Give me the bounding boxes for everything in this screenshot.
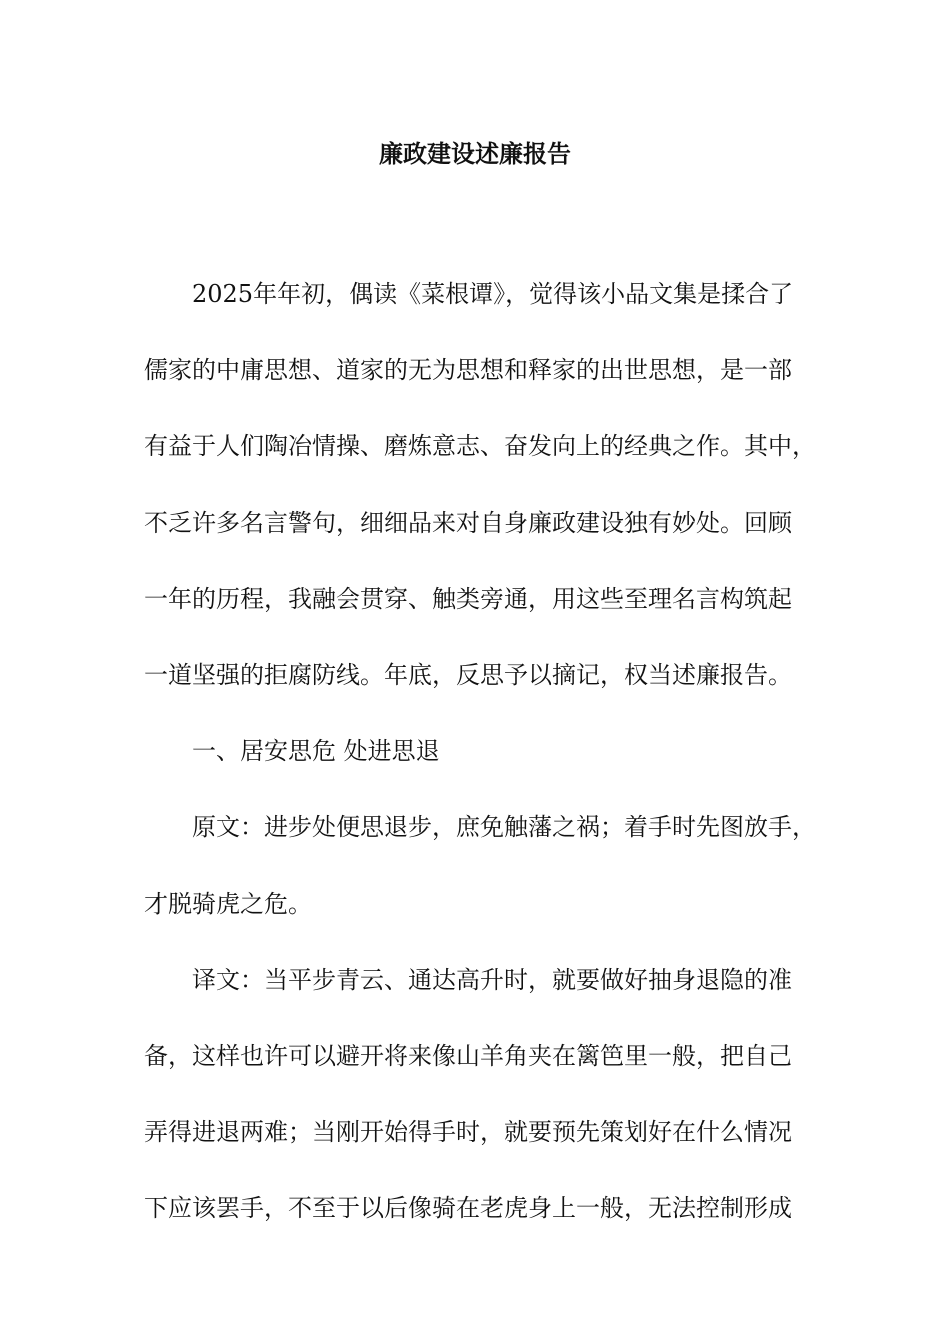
paragraph-line: 备，这样也许可以避开将来像山羊角夹在篱笆里一般，把自己 (144, 1041, 792, 1070)
paragraph-line: 才脱骑虎之危。 (144, 889, 312, 918)
document-title: 廉政建设述廉报告 (379, 139, 571, 168)
paragraph-line: 下应该罢手，不至于以后像骑在老虎身上一般，无法控制形成 (144, 1194, 792, 1223)
paragraph-line: 译文：当平步青云、通达高升时，就要做好抽身退隐的准 (192, 965, 792, 994)
paragraph-line: 2025年年初，偶读《菜根谭》，觉得该小品文集是揉合了 (192, 280, 794, 308)
paragraph-line: 弄得进退两难；当刚开始得手时，就要预先策划好在什么情况 (144, 1118, 792, 1147)
paragraph-line: 有益于人们陶冶情操、磨炼意志、奋发向上的经典之作。其中， (144, 432, 816, 461)
section-heading: 一、居安思危 处进思退 (192, 737, 440, 766)
paragraph-line: 原文：进步处便思退步，庶免触藩之祸；着手时先图放手， (192, 813, 816, 842)
paragraph-line: 儒家的中庸思想、道家的无为思想和释家的出世思想，是一部 (144, 356, 792, 385)
document-body (144, 256, 816, 1246)
paragraph-line: 不乏许多名言警句，细细品来对自身廉政建设独有妙处。回顾 (144, 508, 792, 537)
paragraph-line: 一年的历程，我融会贯穿、触类旁通，用这些至理名言构筑起 (144, 584, 792, 613)
paragraph-line: 一道坚强的拒腐防线。年底，反思予以摘记，权当述廉报告。 (144, 660, 792, 689)
